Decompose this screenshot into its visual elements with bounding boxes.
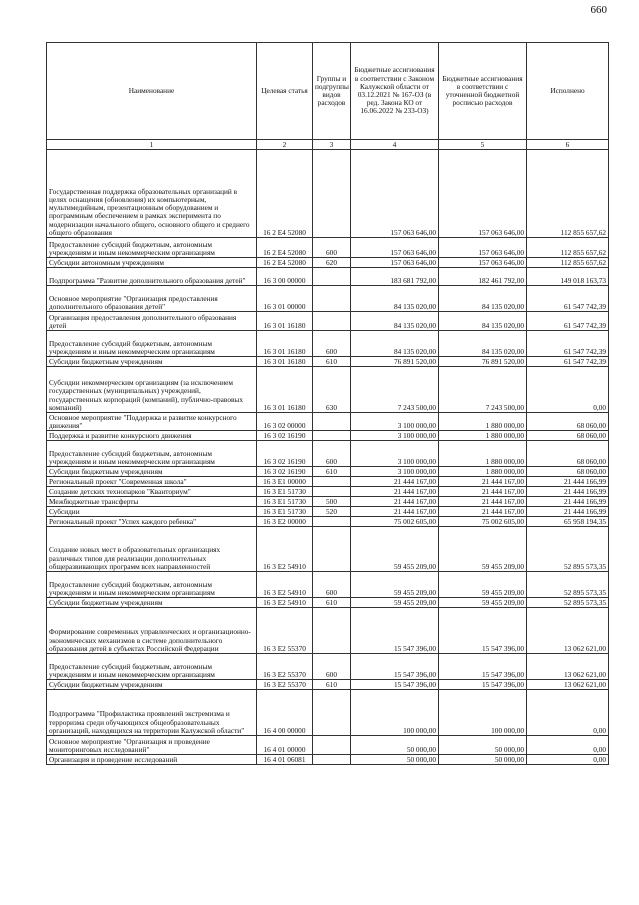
- table-row: [47, 690, 609, 736]
- row-expense-group: 610: [313, 467, 351, 477]
- column-number: 2: [257, 140, 313, 150]
- table-row: [47, 312, 609, 331]
- row-executed: 65 958 194,35: [527, 517, 609, 527]
- row-name: Субсидии: [47, 507, 257, 517]
- table-row: [47, 507, 609, 517]
- row-name: Организация и проведение исследований: [47, 755, 257, 765]
- row-name: Субсидии бюджетным учреждениям: [47, 598, 257, 608]
- row-expense-group: [313, 312, 351, 331]
- row-expense-group: [313, 690, 351, 736]
- row-name: Субсидии бюджетным учреждениям: [47, 680, 257, 690]
- table-row: [47, 150, 609, 238]
- table-row: [47, 331, 609, 357]
- row-expense-group: [313, 477, 351, 487]
- page-number: 660: [590, 4, 607, 16]
- table-row: [47, 268, 609, 286]
- row-budget-refined: 1 880 000,00: [439, 467, 527, 477]
- row-expense-group: 600: [313, 441, 351, 467]
- row-expense-group: 630: [313, 367, 351, 413]
- row-executed: 13 062 621,00: [527, 680, 609, 690]
- row-expense-group: [313, 431, 351, 441]
- table-row: [47, 357, 609, 367]
- row-executed: 0,00: [527, 755, 609, 765]
- row-target-article: 16 3 E1 51730: [257, 507, 313, 517]
- table-row: [47, 238, 609, 258]
- row-executed: 0,00: [527, 736, 609, 755]
- table-header-row: [47, 43, 609, 140]
- row-expense-group: 600: [313, 654, 351, 680]
- row-budget-law: 21 444 167,00: [351, 487, 439, 497]
- column-number: 6: [527, 140, 609, 150]
- column-number-row: [47, 140, 609, 150]
- row-budget-law: 15 547 396,00: [351, 654, 439, 680]
- row-name: Создание новых мест в образовательных организациях различных типов для реализации дополнительных общеразвивающих программ всех направленностей: [47, 527, 257, 572]
- row-target-article: 16 4 01 06081: [257, 755, 313, 765]
- table-row: [47, 755, 609, 765]
- row-name: Предоставление субсидий бюджетным, автономным учреждениям и иным некоммерческим организациям: [47, 572, 257, 598]
- row-budget-refined: 182 461 792,00: [439, 268, 527, 286]
- row-budget-law: 84 135 020,00: [351, 331, 439, 357]
- row-budget-refined: 1 880 000,00: [439, 413, 527, 431]
- row-budget-law: 59 455 209,00: [351, 572, 439, 598]
- row-budget-law: 15 547 396,00: [351, 608, 439, 654]
- row-budget-refined: 59 455 209,00: [439, 598, 527, 608]
- row-executed: 21 444 166,99: [527, 477, 609, 487]
- row-budget-law: 50 000,00: [351, 736, 439, 755]
- row-name: Государственная поддержка образовательных организаций в целях оснащения (обновления) их компьютерным, мультимедийным, презентационным оборудованием и программным обеспечением в рамках эксперимента по модернизации начального общего, основного общего и среднего общего образования: [47, 150, 257, 238]
- table-row: [47, 487, 609, 497]
- row-budget-law: 157 063 646,00: [351, 150, 439, 238]
- row-target-article: 16 3 02 16190: [257, 467, 313, 477]
- row-executed: 112 855 657,62: [527, 258, 609, 268]
- row-executed: 68 060,00: [527, 441, 609, 467]
- row-budget-refined: 21 444 167,00: [439, 487, 527, 497]
- row-budget-refined: 1 880 000,00: [439, 441, 527, 467]
- header-budget: Бюджетные ассигнования в соответствии с Законом Калужской области от 03.12.2021 № 167-ОЗ (в ред. Закона КО от 16.06.2022 № 233-ОЗ): [351, 43, 439, 140]
- row-name: Предоставление субсидий бюджетным, автономным учреждениям и иным некоммерческим организациям: [47, 238, 257, 258]
- row-name: Предоставление субсидий бюджетным, автономным учреждениям и иным некоммерческим организациям: [47, 441, 257, 467]
- row-target-article: 16 3 E2 55370: [257, 654, 313, 680]
- row-budget-law: 100 000,00: [351, 690, 439, 736]
- row-executed: 112 855 657,62: [527, 238, 609, 258]
- row-budget-law: 15 547 396,00: [351, 680, 439, 690]
- row-executed: 21 444 166,99: [527, 497, 609, 507]
- row-executed: 0,00: [527, 367, 609, 413]
- row-target-article: 16 3 E2 54910: [257, 527, 313, 572]
- row-budget-refined: 50 000,00: [439, 736, 527, 755]
- row-target-article: 16 3 E1 00000: [257, 477, 313, 487]
- row-executed: 61 547 742,39: [527, 357, 609, 367]
- column-number: 4: [351, 140, 439, 150]
- row-executed: 112 855 657,62: [527, 150, 609, 238]
- row-executed: 68 060,00: [527, 413, 609, 431]
- row-expense-group: 600: [313, 331, 351, 357]
- row-executed: 13 062 621,00: [527, 654, 609, 680]
- header-article: Целевая статья: [257, 43, 313, 140]
- table-row: [47, 572, 609, 598]
- header-name: Наименование: [47, 43, 257, 140]
- row-executed: 13 062 621,00: [527, 608, 609, 654]
- table-row: [47, 680, 609, 690]
- table-row: [47, 477, 609, 487]
- row-target-article: 16 3 E2 55370: [257, 680, 313, 690]
- row-budget-law: 3 100 000,00: [351, 431, 439, 441]
- row-budget-refined: 15 547 396,00: [439, 608, 527, 654]
- row-name: Поддержка и развитие конкурсного движения: [47, 431, 257, 441]
- row-budget-refined: 15 547 396,00: [439, 654, 527, 680]
- header-refined: Бюджетные ассигнования в соответствии с уточненной бюджетной росписью расходов: [439, 43, 527, 140]
- row-expense-group: [313, 755, 351, 765]
- row-executed: 61 547 742,39: [527, 312, 609, 331]
- row-name: Создание детских технопарков "Кванториум": [47, 487, 257, 497]
- table-row: [47, 497, 609, 507]
- row-executed: 52 895 573,35: [527, 527, 609, 572]
- row-target-article: 16 3 02 16190: [257, 441, 313, 467]
- row-executed: 68 060,00: [527, 467, 609, 477]
- row-budget-law: 84 135 020,00: [351, 312, 439, 331]
- row-target-article: 16 3 E1 51730: [257, 497, 313, 507]
- row-expense-group: [313, 736, 351, 755]
- row-budget-refined: 21 444 167,00: [439, 507, 527, 517]
- row-budget-refined: 157 063 646,00: [439, 150, 527, 238]
- row-executed: 21 444 166,99: [527, 487, 609, 497]
- row-target-article: 16 2 E4 52080: [257, 150, 313, 238]
- row-budget-law: 3 100 000,00: [351, 413, 439, 431]
- table-row: [47, 286, 609, 312]
- row-expense-group: 500: [313, 497, 351, 507]
- row-name: Основное мероприятие "Организация предоставления дополнительного образования детей": [47, 286, 257, 312]
- row-budget-law: 7 243 500,00: [351, 367, 439, 413]
- table-row: [47, 608, 609, 654]
- row-target-article: 16 3 02 16190: [257, 431, 313, 441]
- table-row: [47, 413, 609, 431]
- table-row: [47, 527, 609, 572]
- row-name: Субсидии бюджетным учреждениям: [47, 467, 257, 477]
- row-executed: 0,00: [527, 690, 609, 736]
- table-row: [47, 367, 609, 413]
- row-budget-law: 59 455 209,00: [351, 527, 439, 572]
- row-budget-law: 157 063 646,00: [351, 238, 439, 258]
- table-row: [47, 598, 609, 608]
- row-budget-refined: 84 135 020,00: [439, 312, 527, 331]
- row-budget-refined: 75 002 605,00: [439, 517, 527, 527]
- row-name: Региональный проект "Успех каждого ребенка": [47, 517, 257, 527]
- budget-table: [46, 42, 609, 765]
- row-budget-refined: 7 243 500,00: [439, 367, 527, 413]
- row-target-article: 16 3 E2 54910: [257, 598, 313, 608]
- row-expense-group: 610: [313, 357, 351, 367]
- row-budget-law: 75 002 605,00: [351, 517, 439, 527]
- table-row: [47, 517, 609, 527]
- row-target-article: 16 3 E2 55370: [257, 608, 313, 654]
- row-target-article: 16 3 01 16180: [257, 357, 313, 367]
- row-target-article: 16 2 E4 52080: [257, 258, 313, 268]
- table-row: [47, 441, 609, 467]
- row-budget-refined: 50 000,00: [439, 755, 527, 765]
- row-target-article: 16 3 E1 51730: [257, 487, 313, 497]
- row-name: Субсидии бюджетным учреждениям: [47, 357, 257, 367]
- row-expense-group: [313, 286, 351, 312]
- row-expense-group: [313, 527, 351, 572]
- row-expense-group: [313, 413, 351, 431]
- row-target-article: 16 3 00 00000: [257, 268, 313, 286]
- row-name: Региональный проект "Современная школа": [47, 477, 257, 487]
- header-executed: Исполнено: [527, 43, 609, 140]
- row-budget-refined: 59 455 209,00: [439, 572, 527, 598]
- row-target-article: 16 3 01 16180: [257, 331, 313, 357]
- row-budget-refined: 76 891 520,00: [439, 357, 527, 367]
- row-name: Межбюджетные трансферты: [47, 497, 257, 507]
- row-expense-group: [313, 268, 351, 286]
- row-budget-law: 157 063 646,00: [351, 258, 439, 268]
- row-budget-law: 183 681 792,00: [351, 268, 439, 286]
- row-budget-refined: 59 455 209,00: [439, 527, 527, 572]
- row-executed: 21 444 166,99: [527, 507, 609, 517]
- row-budget-law: 21 444 167,00: [351, 497, 439, 507]
- row-expense-group: 600: [313, 238, 351, 258]
- table-row: [47, 431, 609, 441]
- row-budget-law: 59 455 209,00: [351, 598, 439, 608]
- row-name: Формирование современных управленческих и организационно-экономических механизмов в системе дополнительного образования детей в субъектах Российской Федерации: [47, 608, 257, 654]
- table-body: [47, 150, 609, 765]
- row-executed: 61 547 742,39: [527, 286, 609, 312]
- column-number: 5: [439, 140, 527, 150]
- row-name: Организация предоставления дополнительного образования детей: [47, 312, 257, 331]
- header-group: Группы и подгруппы видов расходов: [313, 43, 351, 140]
- row-name: Субсидии некоммерческим организациям (за исключением государственных (муниципальных) учреждений, государственных корпораций (компаний), публично-правовых компаний): [47, 367, 257, 413]
- row-target-article: 16 4 00 00000: [257, 690, 313, 736]
- row-budget-refined: 1 880 000,00: [439, 431, 527, 441]
- row-expense-group: 610: [313, 598, 351, 608]
- row-budget-refined: 15 547 396,00: [439, 680, 527, 690]
- table-row: [47, 736, 609, 755]
- row-budget-refined: 157 063 646,00: [439, 238, 527, 258]
- row-budget-refined: 84 135 020,00: [439, 286, 527, 312]
- row-target-article: 16 3 01 00000: [257, 286, 313, 312]
- row-expense-group: 610: [313, 680, 351, 690]
- column-number: 3: [313, 140, 351, 150]
- row-name: Основное мероприятие "Организация и проведение мониторинговых исследований": [47, 736, 257, 755]
- row-expense-group: 520: [313, 507, 351, 517]
- row-name: Основное мероприятие "Поддержка и развитие конкурсного движения": [47, 413, 257, 431]
- column-number: 1: [47, 140, 257, 150]
- table-row: [47, 258, 609, 268]
- row-budget-refined: 21 444 167,00: [439, 497, 527, 507]
- row-budget-refined: 100 000,00: [439, 690, 527, 736]
- row-name: Субсидии автономным учреждениям: [47, 258, 257, 268]
- row-name: Подпрограмма "Профилактика проявлений экстремизма и терроризма среди обучающихся общеобразовательных организаций, находящихся на территории Калужской области": [47, 690, 257, 736]
- row-executed: 149 018 163,73: [527, 268, 609, 286]
- row-budget-refined: 84 135 020,00: [439, 331, 527, 357]
- row-target-article: 16 3 02 00000: [257, 413, 313, 431]
- row-budget-refined: 157 063 646,00: [439, 258, 527, 268]
- row-budget-law: 21 444 167,00: [351, 477, 439, 487]
- row-budget-law: 50 000,00: [351, 755, 439, 765]
- table-row: [47, 654, 609, 680]
- row-executed: 68 060,00: [527, 431, 609, 441]
- row-expense-group: [313, 608, 351, 654]
- row-executed: 52 895 573,35: [527, 598, 609, 608]
- row-target-article: 16 3 01 16180: [257, 312, 313, 331]
- row-target-article: 16 3 E2 54910: [257, 572, 313, 598]
- row-executed: 52 895 573,35: [527, 572, 609, 598]
- table-row: [47, 467, 609, 477]
- row-executed: 61 547 742,39: [527, 331, 609, 357]
- row-budget-law: 76 891 520,00: [351, 357, 439, 367]
- row-budget-law: 21 444 167,00: [351, 507, 439, 517]
- row-budget-law: 3 100 000,00: [351, 441, 439, 467]
- row-target-article: 16 3 E2 00000: [257, 517, 313, 527]
- row-name: Подпрограмма "Развитие дополнительного образования детей": [47, 268, 257, 286]
- row-target-article: 16 4 01 00000: [257, 736, 313, 755]
- row-budget-law: 84 135 020,00: [351, 286, 439, 312]
- row-budget-refined: 21 444 167,00: [439, 477, 527, 487]
- row-target-article: 16 2 E4 52080: [257, 238, 313, 258]
- row-expense-group: [313, 517, 351, 527]
- row-expense-group: [313, 150, 351, 238]
- row-budget-law: 3 100 000,00: [351, 467, 439, 477]
- row-expense-group: [313, 487, 351, 497]
- row-target-article: 16 3 01 16180: [257, 367, 313, 413]
- row-expense-group: 600: [313, 572, 351, 598]
- row-name: Предоставление субсидий бюджетным, автономным учреждениям и иным некоммерческим организациям: [47, 331, 257, 357]
- row-expense-group: 620: [313, 258, 351, 268]
- row-name: Предоставление субсидий бюджетным, автономным учреждениям и иным некоммерческим организациям: [47, 654, 257, 680]
